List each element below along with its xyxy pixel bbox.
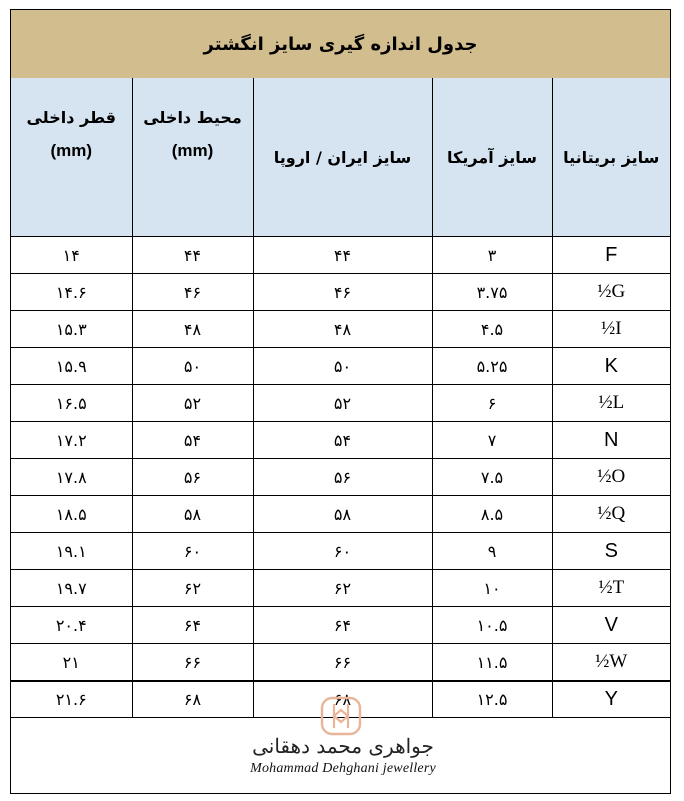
cell-us: ۴.۵ (432, 311, 552, 348)
cell-us: ۵.۲۵ (432, 348, 552, 385)
header-inner-circumference (132, 78, 253, 237)
cell-uk: L½ (552, 385, 670, 422)
cell-circumference: ۶۸ (132, 681, 253, 718)
cell-iran-eu: ۵۶ (253, 459, 432, 496)
cell-circumference: ۶۴ (132, 607, 253, 644)
cell-iran-eu: ۵۴ (253, 422, 432, 459)
table-body (11, 237, 670, 718)
cell-us: ۳ (432, 237, 552, 274)
cell-iran-eu: ۵۸ (253, 496, 432, 533)
cell-diameter: ۱۵.۹ (11, 348, 132, 385)
table-row (11, 422, 670, 459)
table-row (11, 533, 670, 570)
cell-us: ۷ (432, 422, 552, 459)
cell-iran-eu: ۶۸ (253, 681, 432, 718)
brand-name-english: Mohammad Dehghani jewellery (250, 761, 436, 776)
cell-diameter: ۲۱ (11, 644, 132, 681)
cell-circumference: ۴۶ (132, 274, 253, 311)
header-inner-diameter (11, 78, 132, 237)
header-us-size: سایز آمریکا (432, 78, 552, 237)
cell-uk: O½ (552, 459, 670, 496)
cell-circumference: ۵۰ (132, 348, 253, 385)
cell-diameter: ۱۷.۸ (11, 459, 132, 496)
cell-diameter: ۱۴ (11, 237, 132, 274)
cell-circumference: ۶۰ (132, 533, 253, 570)
header-iran-eu-size: سایز ایران / اروپا (253, 78, 432, 237)
cell-diameter: ۲۰.۴ (11, 607, 132, 644)
table-row (11, 274, 670, 311)
cell-us: ۸.۵ (432, 496, 552, 533)
header-circumference-label: محیط داخلی (143, 108, 242, 127)
cell-us: ۱۰.۵ (432, 607, 552, 644)
brand-name-persian: جواهری محمد دهقانی (252, 734, 434, 758)
cell-uk: I½ (552, 311, 670, 348)
cell-diameter: ۱۹.۱ (11, 533, 132, 570)
cell-uk: N (552, 422, 670, 459)
chart-title: جدول اندازه گیری سایز انگشتر (203, 33, 478, 55)
cell-uk: T½ (552, 570, 670, 607)
jewelry-logo-icon (320, 696, 362, 736)
cell-diameter: ۱۶.۵ (11, 385, 132, 422)
cell-circumference: ۵۲ (132, 385, 253, 422)
table-row (11, 385, 670, 422)
cell-circumference: ۴۸ (132, 311, 253, 348)
cell-us: ۱۰ (432, 570, 552, 607)
cell-us: ۱۱.۵ (432, 644, 552, 681)
cell-us: ۷.۵ (432, 459, 552, 496)
cell-uk: S (552, 533, 670, 570)
ring-size-chart (10, 9, 671, 794)
cell-uk: F (552, 237, 670, 274)
table-row (11, 237, 670, 274)
table-row (11, 311, 670, 348)
header-circumference-unit: (mm) (171, 141, 214, 160)
cell-circumference: ۴۴ (132, 237, 253, 274)
cell-diameter: ۱۸.۵ (11, 496, 132, 533)
cell-iran-eu: ۴۶ (253, 274, 432, 311)
cell-iran-eu: ۶۰ (253, 533, 432, 570)
cell-us: ۱۲.۵ (432, 681, 552, 718)
brand-logo-area (11, 681, 670, 794)
table-row (11, 607, 670, 644)
cell-iran-eu: ۶۴ (253, 607, 432, 644)
cell-circumference: ۶۲ (132, 570, 253, 607)
table-header-row (11, 78, 670, 237)
cell-uk: G½ (552, 274, 670, 311)
table-row (11, 459, 670, 496)
cell-uk: W½ (552, 644, 670, 681)
cell-circumference: ۵۶ (132, 459, 253, 496)
table-row (11, 496, 670, 533)
cell-circumference: ۵۸ (132, 496, 253, 533)
chart-title-bar (11, 10, 670, 79)
header-uk-size: سایز بریتانیا (552, 78, 670, 237)
cell-uk: K (552, 348, 670, 385)
cell-iran-eu: ۴۴ (253, 237, 432, 274)
cell-uk: Y (552, 681, 670, 718)
cell-iran-eu: ۵۰ (253, 348, 432, 385)
header-diameter-unit: (mm) (50, 141, 93, 160)
cell-uk: Q½ (552, 496, 670, 533)
table-row (11, 348, 670, 385)
table-row (11, 570, 670, 607)
header-diameter-label: قطر داخلی (26, 108, 117, 127)
cell-uk: V (552, 607, 670, 644)
cell-diameter: ۱۹.۷ (11, 570, 132, 607)
ring-size-table (11, 78, 670, 718)
cell-diameter: ۲۱.۶ (11, 681, 132, 718)
cell-us: ۳.۷۵ (432, 274, 552, 311)
cell-iran-eu: ۶۲ (253, 570, 432, 607)
cell-us: ۶ (432, 385, 552, 422)
cell-iran-eu: ۶۶ (253, 644, 432, 681)
cell-diameter: ۱۵.۳ (11, 311, 132, 348)
cell-circumference: ۵۴ (132, 422, 253, 459)
cell-diameter: ۱۷.۲ (11, 422, 132, 459)
table-row (11, 644, 670, 681)
cell-diameter: ۱۴.۶ (11, 274, 132, 311)
cell-iran-eu: ۵۲ (253, 385, 432, 422)
cell-iran-eu: ۴۸ (253, 311, 432, 348)
cell-us: ۹ (432, 533, 552, 570)
cell-circumference: ۶۶ (132, 644, 253, 681)
